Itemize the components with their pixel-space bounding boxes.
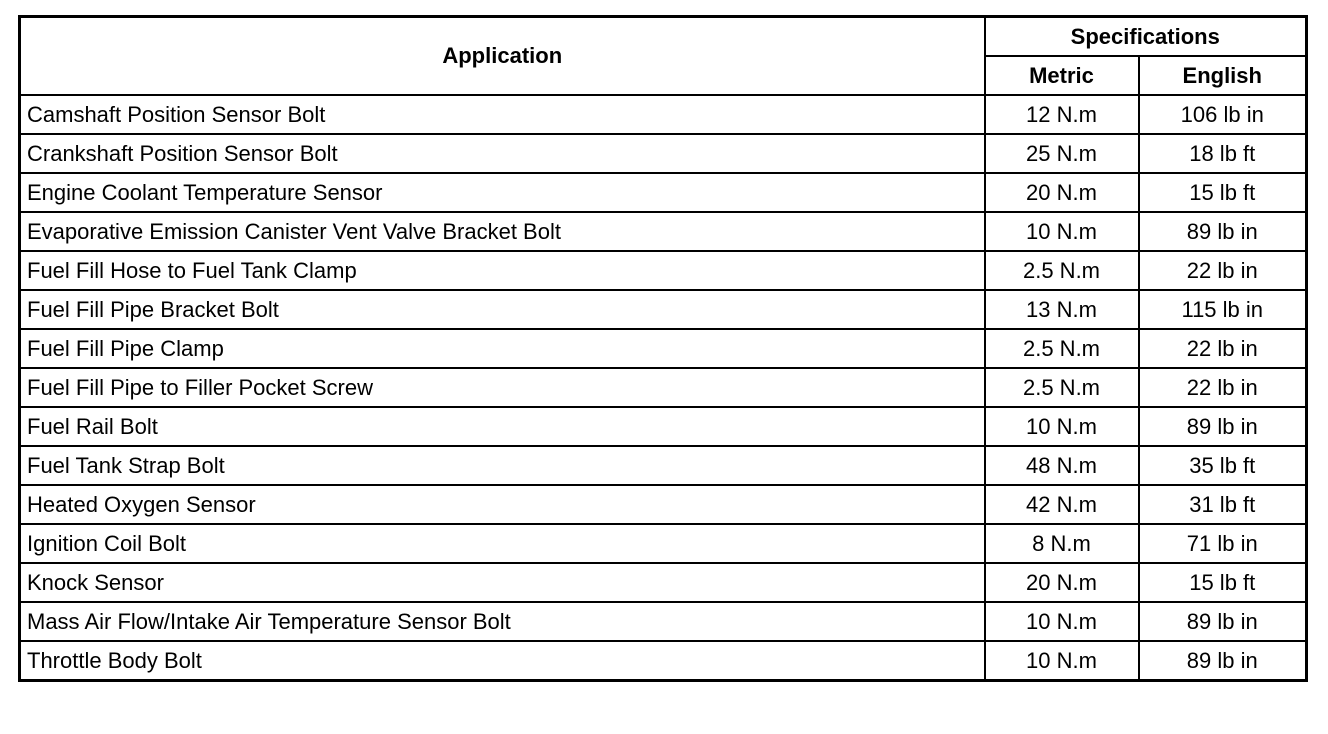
application-cell: Heated Oxygen Sensor [20,485,985,524]
english-cell: 89 lb in [1139,641,1307,681]
metric-cell: 20 N.m [985,173,1139,212]
application-cell: Throttle Body Bolt [20,641,985,681]
column-header-specifications: Specifications [985,17,1307,57]
table-row [20,641,1307,681]
metric-cell: 42 N.m [985,485,1139,524]
english-cell: 35 lb ft [1139,446,1307,485]
metric-cell: 12 N.m [985,95,1139,134]
metric-cell: 10 N.m [985,407,1139,446]
header-row-top [20,17,1307,57]
metric-cell: 2.5 N.m [985,368,1139,407]
application-cell: Camshaft Position Sensor Bolt [20,95,985,134]
table-row [20,173,1307,212]
metric-cell: 10 N.m [985,641,1139,681]
metric-cell: 10 N.m [985,212,1139,251]
application-cell: Fuel Fill Hose to Fuel Tank Clamp [20,251,985,290]
metric-cell: 8 N.m [985,524,1139,563]
application-cell: Fuel Fill Pipe to Filler Pocket Screw [20,368,985,407]
column-header-english: English [1139,56,1307,95]
application-cell: Crankshaft Position Sensor Bolt [20,134,985,173]
application-cell: Ignition Coil Bolt [20,524,985,563]
english-cell: 89 lb in [1139,212,1307,251]
english-cell: 71 lb in [1139,524,1307,563]
metric-cell: 13 N.m [985,290,1139,329]
table-row [20,251,1307,290]
application-cell: Fuel Fill Pipe Clamp [20,329,985,368]
column-header-metric: Metric [985,56,1139,95]
table-row [20,368,1307,407]
application-cell: Evaporative Emission Canister Vent Valve Bracket Bolt [20,212,985,251]
application-cell: Knock Sensor [20,563,985,602]
table-row [20,95,1307,134]
application-cell: Fuel Rail Bolt [20,407,985,446]
english-cell: 106 lb in [1139,95,1307,134]
application-cell: Mass Air Flow/Intake Air Temperature Sensor Bolt [20,602,985,641]
english-cell: 22 lb in [1139,251,1307,290]
table-row [20,563,1307,602]
metric-cell: 25 N.m [985,134,1139,173]
table-row [20,446,1307,485]
metric-cell: 2.5 N.m [985,329,1139,368]
table-row [20,485,1307,524]
english-cell: 31 lb ft [1139,485,1307,524]
table-row [20,329,1307,368]
table-row [20,602,1307,641]
english-cell: 18 lb ft [1139,134,1307,173]
metric-cell: 20 N.m [985,563,1139,602]
application-cell: Fuel Tank Strap Bolt [20,446,985,485]
english-cell: 22 lb in [1139,329,1307,368]
table-body [20,95,1307,681]
metric-cell: 2.5 N.m [985,251,1139,290]
application-cell: Engine Coolant Temperature Sensor [20,173,985,212]
english-cell: 15 lb ft [1139,173,1307,212]
application-cell: Fuel Fill Pipe Bracket Bolt [20,290,985,329]
metric-cell: 48 N.m [985,446,1139,485]
metric-cell: 10 N.m [985,602,1139,641]
table-row [20,134,1307,173]
table-row [20,524,1307,563]
table-row [20,212,1307,251]
table-row [20,290,1307,329]
english-cell: 115 lb in [1139,290,1307,329]
english-cell: 22 lb in [1139,368,1307,407]
fastener-specifications-table [18,15,1308,682]
english-cell: 89 lb in [1139,602,1307,641]
table-header [20,17,1307,96]
column-header-application: Application [20,17,985,96]
english-cell: 89 lb in [1139,407,1307,446]
table-row [20,407,1307,446]
english-cell: 15 lb ft [1139,563,1307,602]
